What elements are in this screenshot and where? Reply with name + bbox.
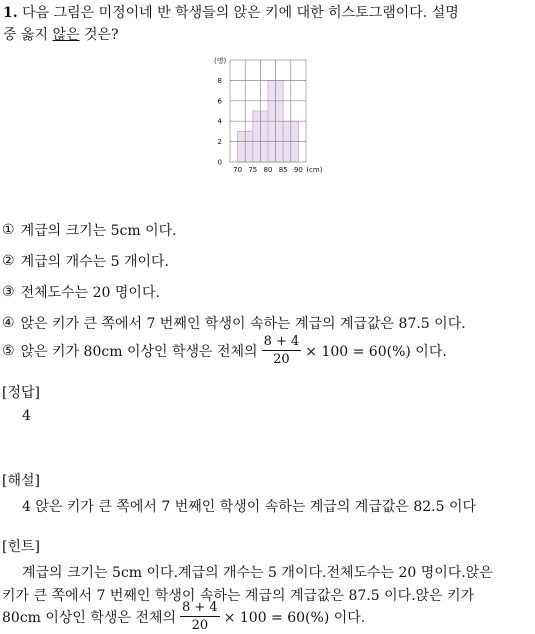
option-marker-1: ①: [2, 222, 15, 238]
option-5-fraction: [262, 334, 302, 367]
hint-line-3-post: × 100 = 60(%) 이다.: [223, 609, 366, 626]
y-tick-label: 2: [217, 138, 222, 147]
hint-line-3: [2, 600, 365, 633]
option-marker-3: ③: [2, 284, 15, 300]
option-text-2: 계급의 개수는 5 개이다.: [20, 254, 169, 270]
hint-fraction: [180, 600, 220, 633]
option-1[interactable]: [2, 220, 177, 240]
x-tick-label: 90: [293, 166, 303, 174]
option-3[interactable]: [2, 282, 160, 302]
y-tick-label: 8: [217, 76, 222, 85]
y-tick-label: 4: [217, 117, 222, 126]
hint-label: [힌트]: [2, 539, 40, 555]
x-tick-label: 80: [263, 166, 273, 174]
option-text-4: 앉은 키가 큰 쪽에서 7 번째인 학생이 속하는 계급의 계급값은 87.5 이다.: [20, 316, 466, 332]
option-4[interactable]: [2, 313, 466, 333]
answer-label: [정답]: [2, 385, 40, 401]
option-text-5-post: × 100 = 60(%) 이다.: [305, 343, 447, 360]
hint-line-3-pre: 80cm 이상인 학생은 전체의: [2, 609, 176, 626]
option-text-1: 계급의 크기는 5cm 이다.: [20, 223, 177, 239]
explanation-text: 4 앉은 키가 큰 쪽에서 7 번째인 학생이 속하는 계급의 계급값은 82.5 이다: [22, 499, 477, 515]
question-text-1: 다음 그림은 미정이네 반 학생들의 앉은 키에 대한 히스토그램이다. 설명: [22, 5, 459, 21]
hint-line-2: 키가 큰 쪽에서 7 번째인 학생이 속하는 계급의 계급값은 87.5 이다.앉은 키가: [2, 588, 475, 604]
question-emphasis: 않은: [52, 27, 80, 43]
hint-fraction-denominator: 20: [191, 618, 209, 633]
explanation-label: [해설]: [2, 473, 40, 489]
fraction-denominator: 20: [273, 352, 290, 367]
x-tick-label: 75: [248, 166, 258, 174]
option-marker-5: ⑤: [2, 342, 15, 359]
x-tick-label: 70: [233, 166, 243, 174]
y-tick-label: 0: [217, 158, 222, 167]
question-line-1: [3, 2, 459, 22]
question-line-2: [3, 24, 119, 44]
hint-fraction-numerator: 8 + 4: [182, 600, 218, 615]
fraction-numerator: 8 + 4: [263, 334, 300, 349]
question-text-2b: 것은?: [79, 27, 119, 43]
histogram-chart: [208, 52, 328, 177]
question-number: 1.: [3, 5, 18, 21]
x-axis-unit-label: (cm): [306, 166, 323, 174]
answer-value: 4: [22, 408, 31, 424]
option-marker-2: ②: [2, 253, 15, 269]
option-text-3: 전체도수는 20 명이다.: [20, 285, 160, 301]
option-marker-4: ④: [2, 315, 15, 331]
hint-line-1: 계급의 크기는 5cm 이다.계급의 개수는 5 개이다.전체도수는 20 명이다.앉은: [22, 565, 493, 581]
y-axis-unit-label: (명): [214, 57, 227, 65]
question-text-2a: 중 옳지: [3, 27, 53, 43]
option-5[interactable]: [2, 334, 447, 367]
option-text-5: 앉은 키가 80cm 이상인 학생은 전체의: [20, 343, 258, 360]
option-2[interactable]: [2, 251, 169, 271]
x-tick-label: 85: [278, 166, 288, 174]
y-tick-label: 6: [217, 97, 222, 106]
